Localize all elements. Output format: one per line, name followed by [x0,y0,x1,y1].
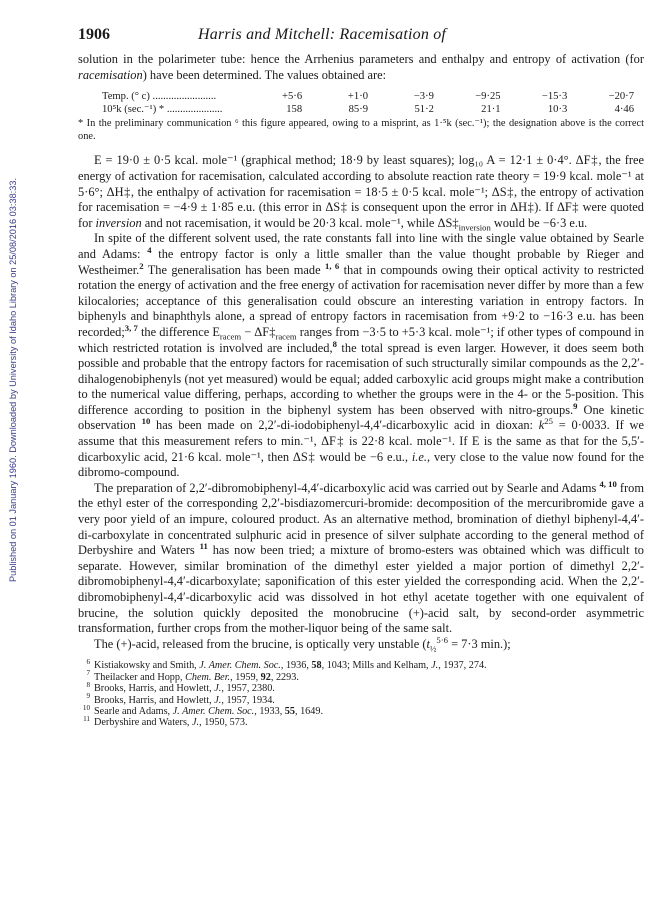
table-cell: 21·1 [481,104,501,116]
table-cell: +1·0 [347,91,369,103]
subscript: racem [275,331,297,342]
values-text-3: would be −6·3 e.u. [490,215,588,230]
reference-volume: 55 [284,706,295,717]
intro-text-2: ) have been determined. The values obtained are: [142,67,387,82]
download-watermark [2,120,24,640]
download-watermark-text: Published on 01 January 1960. Downloaded by University of Idaho Library on 25/08/2016 03:38:33. [8,177,18,583]
reference-journal: J. [431,660,439,672]
table-cell: 4·46 [614,104,634,116]
entropy-text: the entropy factor is only a little smaller than the value thought probable by Rieger and Westheimer. [78,246,644,277]
activation-values-paragraph [78,153,644,231]
reference-year: , 1957, 2380. [221,683,275,695]
values-emphasis: inversion [95,215,142,230]
reference-year: , 1950, 573. [199,717,248,729]
table-cell: −15·3 [541,91,568,103]
reference-tail: , 1937, 274. [438,660,487,672]
table-cell: 51·2 [414,104,434,116]
reference-journal: Chem. Ber. [185,671,231,683]
reference-authors: Derbyshire and Waters, [94,717,193,729]
preparation-paragraph [78,478,645,637]
halflife-symbol: t [426,636,430,651]
values-subscript: inversion [458,222,491,233]
reference-year: , 1959, [230,671,261,683]
reference-authors: Brooks, Harris, and Howlett, [94,694,215,706]
citation-ref: 11 [199,541,208,552]
table-cell: −9·25 [475,91,501,103]
intro-emphasis: racemisation [78,67,143,82]
reference-tail: , 2293. [270,671,299,683]
reference-year: , 1933, [254,706,285,717]
last-text: = 7·3 min.); [447,636,511,651]
table-cell: 10·3 [547,104,568,116]
reference-volume: 58 [311,660,322,672]
values-text-2: and not racemisation, it would be 20·3 kcal. mole⁻¹, while ΔS‡ [141,215,459,230]
citation-ref: 3, 7 [124,322,138,333]
table-row-rate [102,103,644,116]
citation-ref: 4 [147,244,152,255]
intro-paragraph [78,52,644,83]
table-row-label: Temp. (° c) ........................ [102,91,217,103]
reference-authors: Brooks, Harris, and Howlett, [94,683,215,695]
reference-journal: J. [214,694,222,706]
footnote-references [78,657,644,729]
table-cell: 85·9 [348,104,369,116]
reference-tail: , 1043; Mills and Kelham, [321,660,432,672]
table-footnote: * In the preliminary communication ⁶ this figure appeared, owing to a misprint, as 1·⁵k (sec.⁻¹); the designation above is the correct one. [78,118,644,142]
reference-volume: 92 [260,671,271,683]
running-title: Harris and Mitchell: Racemisation of [198,26,447,43]
reference-year: , 1936, [280,660,312,672]
entropy-text: = 0·0033. If we assume that this measurement refers to min.⁻¹, ΔF‡ is 22·8 kcal. mole⁻¹. If E is the same as that for the 5,5′-dicarboxylic acid, 21·6 kcal. mole⁻¹, then ΔS‡ would be −6 e.u., [78,418,644,464]
reference-tail: , 1649. [294,706,323,717]
intro-text-1: solution in the polarimeter tube: hence the Arrhenius parameters and enthalpy and entropy of activation (for [78,52,644,66]
reference-authors: Kistiakowsky and Smith, [94,660,200,672]
citation-ref: 2 [139,260,144,271]
superscript: 5·6 [436,634,448,645]
table-cell: −3·9 [413,91,434,103]
instability-paragraph [78,634,644,654]
prep-text: has now been tried; a mixture of bromo-esters was obtained which was difficult to separate. However, similar bromination of the dimethyl ester yielded a major portion of dimethyl 2,2′-dibromobiphenyl-4,4′-dicarboxylate; saponification of this ester yielded the corresponding acid. When the 2,2′-dibromobiphenyl-4,4′-dicarboxylic acid was dissolved in hot ethyl acetate together with one equivalent of brucine, the solution quickly deposited the monobrucine (+)-acid salt, by second-order asymmetric transformation, further crops from the mother-liquor being of the same salt. [78,543,644,636]
reference-year: , 1957, 1934. [221,694,275,706]
entropy-discussion-paragraph [78,231,644,481]
reference-item: $^9$ Brooks, Harris, and Howlett, J., 1957, 1934. [86,692,275,706]
reference-authors: Searle and Adams, [94,706,173,717]
rate-symbol: k [538,418,545,433]
citation-ref: 1, 6 [324,260,340,271]
reference-item: $^6$ Kistiakowsky and Smith, J. Amer. Chem. Soc., 1936, 58, 1043; Mills and Kelham, J., 1937, 274. [86,657,487,672]
entropy-text: the difference E [137,324,220,339]
citation-ref: 4, 10 [599,478,617,489]
reference-item: $^{11}$ Derbyshire and Waters, J., 1950, 573. [83,715,248,729]
rate-constant-table [102,90,644,116]
reference-item: $^7$ Theilacker and Hopp, Chem. Ber., 1959, 92, 2293. [86,669,299,683]
reference-journal: J. Amer. Chem. Soc. [199,660,281,672]
table-cell: +5·6 [282,91,303,103]
entropy-text: the total spread is even larger. However, it does seem both possible and probable that the entropy factors for racemisation of such structurally similar compounds as the 2,2′-dihalogenobiphenyls (not yet measured) would be equal; added carboxylic acid groups might make a contribution to the numerical value differing, perhaps, according to whether the groups were in the 4- or the 5-position. This difference according to position in the biphenyl system has been observed with nitro-groups. [78,340,644,417]
last-text: The (+)-acid, released from the brucine, is optically very unstable ( [94,636,427,651]
citation-ref: 9 [573,400,578,411]
reference-journal: J. [192,717,200,729]
superscript: 25 [544,416,553,427]
table-row-temperature [102,90,644,103]
entropy-text: that in compounds owing their optical activity to restricted rotation the energy of activation and the free energy of activation for racemisation never differ by more than a few kilocalories; acceptance of this generalisation could obscure an interesting variation in entropy factors. In biphenyls and binaphthyls alone, a spread of entropy factors in racemisation from +9·2 to −16·3 e.u. has been recorded; [78,262,644,339]
subscript: racem [219,331,242,342]
prep-text: from the ethyl ester of the corresponding 2,2′-bisdiazomercuri-bromide: decomposition of the mercuribromide gave a very poor yield of an impure, coloured product. As an alternative method, bromination of diethyl biphenyl-4,4′-di-carboxylate in concentrated sulphuric acid in presence of silver sulphate according to the general method of Derbyshire and Waters [78,480,645,558]
entropy-text: In spite of the different solvent used, the rate constants fall into line with the single value obtained by Searle and Adams: [78,231,644,261]
reference-journal: J. [214,683,222,695]
table-cell: 158 [286,104,303,116]
citation-ref: 8 [332,338,337,349]
page-header [78,26,644,46]
table-row-label: 10⁵k (sec.⁻¹) * ..................... [102,104,223,116]
entropy-emphasis: i.e. [411,449,427,464]
reference-item: $^{10}$ Searle and Adams, J. Amer. Chem. Soc., 1933, 55, 1649. [82,703,323,717]
reference-authors: Theilacker and Hopp, [94,671,186,683]
entropy-text: The generalisation has been made [143,262,325,277]
page-body [78,52,644,729]
table-cell: −20·7 [608,91,634,103]
values-text-1: E = 19·0 ± 0·5 kcal. mole⁻¹ (graphical method; 18·9 by least squares); log₁₀ A = 12·1 ± 0·4°. ΔF‡, the free energy of activation for racemisation, calculated according to absolute reaction rate theory = 19·9 kcal. mole⁻¹ at 5·6°; ΔH‡, the enthalpy of activation for racemisation = 18·5 ± 0·5 kcal. mole⁻¹; ΔS‡, the entropy of activation for racemisation = −4·9 ± 1·85 e.u. (this error in ΔS‡ is consequent upon the error in ΔH‡). If ΔF‡ were quoted for [78,153,644,230]
entropy-text: One kinetic observation [78,402,644,433]
reference-item: $^8$ Brooks, Harris, and Howlett, J., 1957, 2380. [86,680,275,695]
reference-journal: J. Amer. Chem. Soc. [172,706,255,717]
entropy-text: , very close to the value now found for the dibromo-compound. [78,449,645,480]
entropy-text: − ΔF‡ [241,324,276,339]
prep-text: The preparation of 2,2′-dibromobiphenyl-4,4′-dicarboxylic acid was carried out by Searle and Adams [94,480,600,495]
page-number: 1906 [78,26,110,43]
subscript: ½ [429,643,437,654]
citation-ref: 10 [141,416,151,427]
entropy-text: has been made on 2,2′-di-iodobiphenyl-4,4′-dicarboxylic acid in dioxan: [150,418,539,433]
entropy-text: ranges from −3·5 to +5·3 kcal. mole⁻¹; if other types of compound in which restricted rotation is involved are included, [78,324,645,355]
